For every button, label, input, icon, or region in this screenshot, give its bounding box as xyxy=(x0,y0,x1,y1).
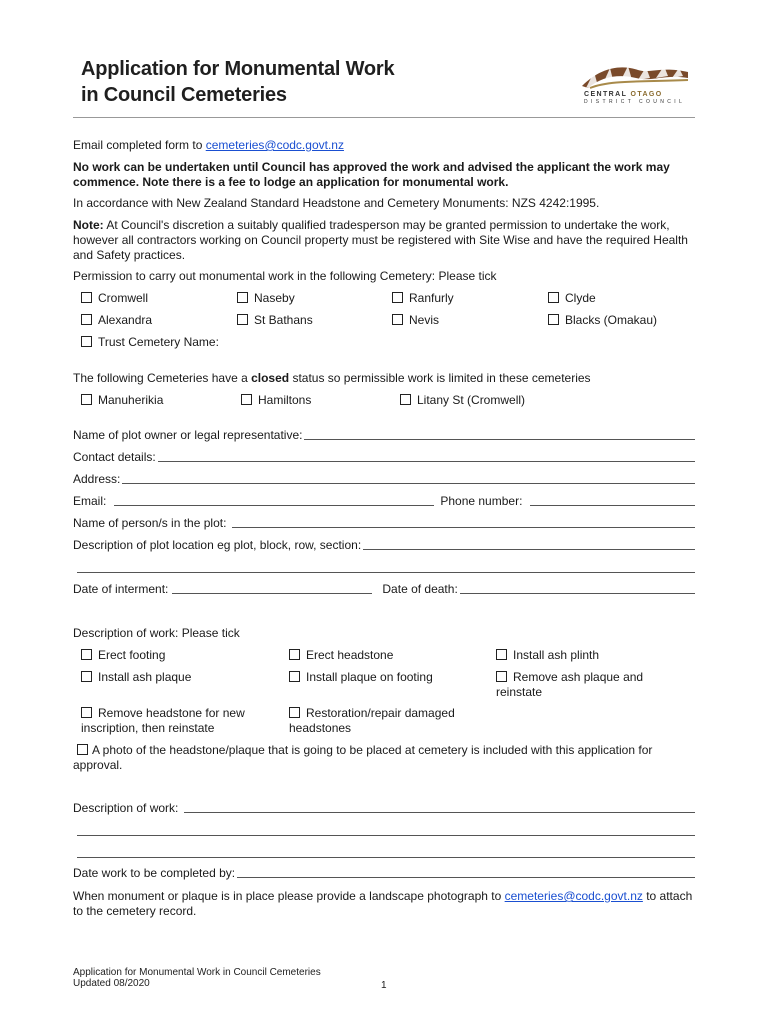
email-phone-row: Email: Phone number: xyxy=(73,494,695,509)
work-description-field[interactable]: Description of work: xyxy=(73,801,695,816)
checkbox-st-bathans[interactable]: St Bathans xyxy=(237,313,313,328)
interment-date-field[interactable] xyxy=(172,582,372,594)
plot-owner-field[interactable]: Name of plot owner or legal representative: xyxy=(73,428,695,443)
checkbox-hamiltons[interactable]: Hamiltons xyxy=(241,393,311,408)
checkbox-ranfurly[interactable]: Ranfurly xyxy=(392,291,454,306)
photo-instruction: When monument or plaque is in place please provide a landscape photograph to cemeteries@codc.govt.nz to attach to the cemetery record. xyxy=(73,889,693,918)
checkbox-photo-included[interactable]: A photo of the headstone/plaque that is going to be placed at cemetery is included with this application for approval. xyxy=(73,743,653,772)
checkbox-blacks-omakau[interactable]: Blacks (Omakau) xyxy=(548,313,657,328)
checkbox-naseby[interactable]: Naseby xyxy=(237,291,295,306)
closed-cemeteries-note: The following Cemeteries have a closed status so permissible work is limited in these cemeteries xyxy=(73,371,591,385)
logo-wordmark: CENTRAL OTAGO xyxy=(584,91,663,98)
checkbox-cromwell[interactable]: Cromwell xyxy=(81,291,148,306)
checkbox-erect-footing[interactable]: Erect footing xyxy=(81,648,165,663)
approval-warning: No work can be undertaken until Council has approved the work and advised the applicant the work may commence. Note there is a fee to lodge an application for monumental work. xyxy=(73,160,670,189)
checkbox-litany-st[interactable]: Litany St (Cromwell) xyxy=(400,393,525,408)
address-field[interactable]: Address: xyxy=(73,472,695,487)
checkbox-install-ash-plaque[interactable]: Install ash plaque xyxy=(81,670,191,685)
hills-logo-icon xyxy=(580,60,692,92)
email-field[interactable] xyxy=(114,494,434,506)
phone-field[interactable] xyxy=(530,494,695,506)
checkbox-remove-ash-plaque[interactable]: Remove ash plaque and reinstate xyxy=(496,670,644,699)
page-title: Application for Monumental Work in Council Cemeteries xyxy=(81,58,395,106)
checkbox-install-ash-plinth[interactable]: Install ash plinth xyxy=(496,648,599,663)
checkbox-restoration-repair[interactable]: Restoration/repair damaged headstones xyxy=(289,706,455,735)
email-instruction: Email completed form to cemeteries@codc.govt.nz xyxy=(73,138,344,152)
logo-subtitle: DISTRICT COUNCIL xyxy=(584,99,686,105)
work-description-line-3[interactable] xyxy=(73,846,695,858)
checkbox-erect-headstone[interactable]: Erect headstone xyxy=(289,648,393,663)
checkbox-trust-cemetery[interactable]: Trust Cemetery Name: xyxy=(81,335,219,350)
work-description-line-2[interactable] xyxy=(73,824,695,836)
footer: Application for Monumental Work in Council Cemeteries Updated 08/2020 xyxy=(73,967,321,989)
checkbox-alexandra[interactable]: Alexandra xyxy=(81,313,152,328)
checkbox-clyde[interactable]: Clyde xyxy=(548,291,596,306)
dates-row: Date of interment: Date of death: xyxy=(73,582,695,597)
page-number: 1 xyxy=(381,980,387,991)
plot-location-continuation[interactable] xyxy=(73,561,695,573)
contact-details-field[interactable]: Contact details: xyxy=(73,450,695,465)
discretion-note: Note: At Council's discretion a suitably qualified tradesperson may be granted permission to undertake the work, however all contractors working on Council property must be registered with Site Wise and have the required Health and Safety practices. xyxy=(73,218,688,262)
photo-email-link[interactable]: cemeteries@codc.govt.nz xyxy=(504,889,643,903)
completion-date-field[interactable]: Date work to be completed by: xyxy=(73,866,695,881)
checkbox-remove-headstone[interactable]: Remove headstone for new inscription, then reinstate xyxy=(81,706,245,735)
death-date-field[interactable] xyxy=(460,582,695,594)
council-logo xyxy=(580,60,692,108)
header-divider xyxy=(73,117,695,118)
standard-note: In accordance with New Zealand Standard Headstone and Cemetery Monuments: NZS 4242:1995. xyxy=(73,196,600,210)
checkbox-manuherikia[interactable]: Manuherikia xyxy=(81,393,163,408)
work-prompt: Description of work: Please tick xyxy=(73,626,240,640)
checkbox-install-plaque-on-footing[interactable]: Install plaque on footing xyxy=(289,670,433,685)
persons-in-plot-field[interactable]: Name of person/s in the plot: xyxy=(73,516,695,531)
cemetery-prompt: Permission to carry out monumental work in the following Cemetery: Please tick xyxy=(73,269,497,283)
plot-location-field[interactable]: Description of plot location eg plot, block, row, section: xyxy=(73,538,695,553)
checkbox-nevis[interactable]: Nevis xyxy=(392,313,439,328)
email-link[interactable]: cemeteries@codc.govt.nz xyxy=(205,138,344,152)
